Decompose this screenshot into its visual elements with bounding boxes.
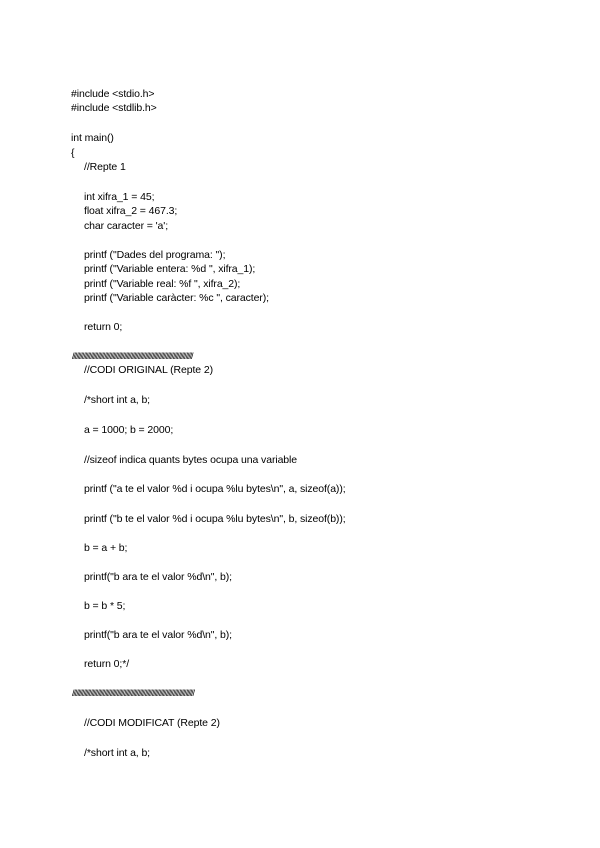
code-line: printf ("a te el valor %d i ocupa %lu bytes\n", a, sizeof(a)); [84, 483, 346, 495]
code-line: printf("b ara te el valor %d\n", b); [84, 571, 233, 583]
code-line: printf ("b te el valor %d i ocupa %lu bytes\n", b, sizeof(b)); [84, 513, 346, 525]
code-line: //sizeof indica quants bytes ocupa una variable [84, 454, 298, 466]
code-line: /*short int a, b; [84, 747, 151, 759]
code-line: //CODI MODIFICAT (Repte 2) [84, 717, 220, 729]
code-line: #include <stdio.h> [71, 88, 155, 100]
code-line: //Repte 1 [84, 161, 126, 173]
code-line: printf ("Variable caràcter: %c ", caracter); [84, 292, 269, 304]
code-line: printf ("Variable real: %f ", xifra_2); [84, 278, 241, 290]
code-line: return 0; [84, 321, 123, 333]
separator-line: /////////////////////////////////////////////////////////////////////////////////////// [72, 688, 194, 698]
code-line: float xifra_2 = 467.3; [84, 205, 178, 217]
code-line: int main() [71, 132, 114, 144]
code-line: #include <stdlib.h> [71, 102, 157, 114]
code-line: printf("b ara te el valor %d\n", b); [84, 629, 233, 641]
code-line: b = a + b; [84, 542, 128, 554]
code-line: printf ("Variable entera: %d ", xifra_1); [84, 263, 256, 275]
separator-line: ////////////////////////////////////////////////////////////////////////////////////// [72, 351, 193, 361]
code-line: char caracter = 'a'; [84, 220, 169, 232]
code-line: /*short int a, b; [84, 394, 151, 406]
code-line: int xifra_1 = 45; [84, 191, 155, 203]
code-line: printf ("Dades del programa: "); [84, 249, 226, 261]
code-line: //CODI ORIGINAL (Repte 2) [84, 364, 213, 376]
code-line: b = b * 5; [84, 600, 126, 612]
code-line: a = 1000; b = 2000; [84, 424, 174, 436]
code-line: return 0;*/ [84, 658, 130, 670]
code-line: { [71, 147, 75, 159]
